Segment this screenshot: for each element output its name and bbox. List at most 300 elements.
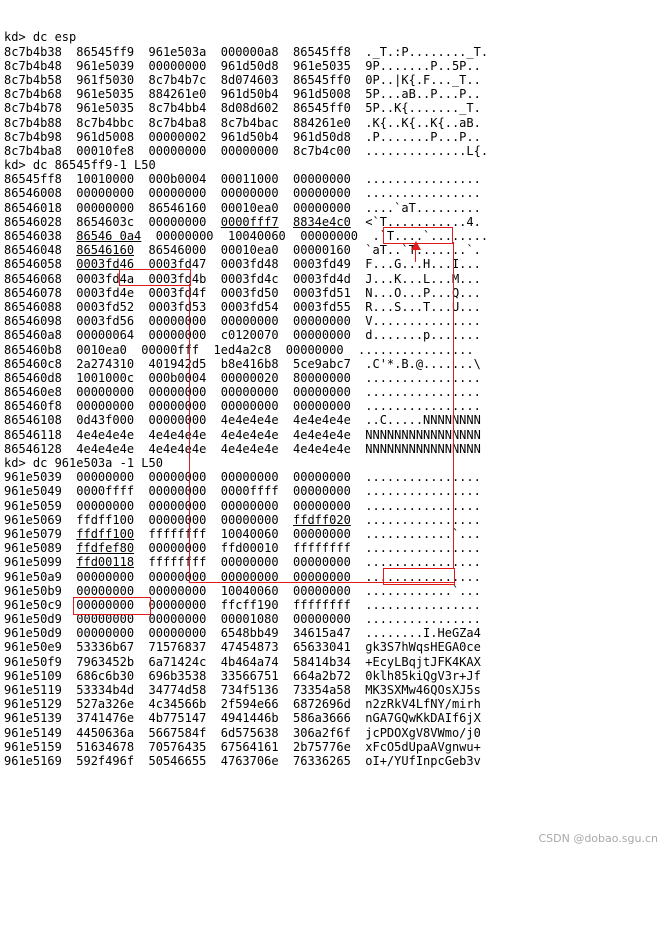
memory-dump-row: [4, 470, 662, 484]
dump-dword: 00000000: [76, 200, 135, 215]
dump-dword: 000000a8: [220, 44, 279, 59]
dump-dword: c0120070: [220, 328, 279, 343]
dump-dword: 0010ea0: [76, 342, 127, 357]
dump-dword: 00000000: [293, 555, 351, 570]
spacer: [134, 740, 148, 754]
spacer: [279, 45, 293, 59]
dump-dword: 00000000: [293, 399, 351, 414]
dump-dword: 0000ffff: [76, 484, 135, 499]
dump-dword: ffdff100: [76, 512, 135, 527]
memory-dump-row: [4, 499, 662, 513]
spacer: [134, 484, 148, 498]
dump-dword: 50546655: [148, 753, 207, 768]
spacer: [351, 101, 365, 115]
spacer: [62, 272, 76, 286]
dump-ascii: V...............: [365, 314, 481, 329]
spacer: [134, 300, 148, 314]
spacer: [286, 229, 300, 243]
spacer: [62, 201, 76, 215]
dump-dword: 4941446b: [220, 711, 279, 726]
dump-dword: 6872696d: [293, 697, 351, 712]
spacer: [134, 257, 148, 271]
dump-dword: 53336b67: [76, 640, 135, 655]
command-text: kd> dc esp: [4, 30, 77, 45]
spacer: [206, 442, 220, 456]
memory-dump-row: [4, 413, 662, 427]
dump-ascii: ._T.:P........_T.: [365, 44, 489, 59]
spacer: [351, 726, 365, 740]
dump-dword: 00000000: [76, 583, 135, 598]
spacer: [62, 144, 76, 158]
dump-dword: 00000020: [220, 370, 279, 385]
spacer: [206, 499, 220, 513]
dump-dword: 00000000: [148, 58, 207, 73]
dump-dword: ffd00010: [220, 541, 279, 556]
memory-dump-row: [4, 711, 662, 725]
spacer: [134, 243, 148, 257]
dump-dword: 961d50b4: [220, 129, 279, 144]
memory-dump-row: [4, 272, 662, 286]
spacer: [351, 272, 365, 286]
dump-dword: ffdff100: [76, 526, 135, 541]
dump-dword: 67564161: [220, 739, 279, 754]
spacer: [351, 371, 365, 385]
dump-ascii: ................: [365, 484, 481, 499]
memory-dump-row: [4, 172, 662, 186]
memory-dump-row: [4, 243, 662, 257]
memory-dump-row: [4, 144, 662, 158]
dump-dword: 86545ff9: [76, 44, 135, 59]
spacer: [279, 328, 293, 342]
spacer: [134, 87, 148, 101]
memory-dump-row: [4, 513, 662, 527]
spacer: [134, 272, 148, 286]
spacer: [62, 385, 76, 399]
spacer: [134, 612, 148, 626]
spacer: [206, 101, 220, 115]
dump-dword: 8834e4c0: [293, 214, 351, 229]
spacer: [62, 116, 76, 130]
dump-dword: 0003fd48: [220, 257, 279, 272]
dump-dword: 4e4e4e4e: [148, 441, 207, 456]
dump-dword: 00000000: [148, 512, 207, 527]
spacer: [279, 655, 293, 669]
memory-dump-row: [4, 584, 662, 598]
memory-dump-row: [4, 257, 662, 271]
dump-address: 961e5129: [4, 697, 62, 712]
spacer: [206, 711, 220, 725]
dump-dword: ffcff190: [220, 597, 279, 612]
spacer: [351, 186, 365, 200]
spacer: [62, 740, 76, 754]
spacer: [279, 357, 293, 371]
spacer: [351, 314, 365, 328]
dump-dword: 1ed4a2c8: [213, 342, 272, 357]
dump-dword: 4e4e4e4e: [293, 427, 351, 442]
dump-dword: 00000000: [293, 385, 351, 400]
spacer: [351, 740, 365, 754]
spacer: [279, 257, 293, 271]
memory-dump-row: [4, 343, 662, 357]
spacer: [214, 229, 228, 243]
spacer: [62, 683, 76, 697]
dump-address: 961e5069: [4, 512, 62, 527]
memory-dump-row: [4, 683, 662, 697]
spacer: [206, 257, 220, 271]
dump-address: 86546018: [4, 200, 62, 215]
dump-ascii: R...S...T...U...: [365, 299, 481, 314]
spacer: [62, 45, 76, 59]
dump-dword: 00000000: [76, 569, 135, 584]
dump-address: 86546108: [4, 413, 62, 428]
dump-dword: 70576435: [148, 739, 207, 754]
spacer: [134, 130, 148, 144]
dump-ascii: ................: [365, 555, 481, 570]
command-text: kd> dc 961e503a -1 L50: [4, 456, 163, 471]
dump-dword: 6a71424c: [148, 654, 207, 669]
spacer: [279, 499, 293, 513]
dump-dword: 00000000: [148, 186, 207, 201]
dump-ascii: NNNNNNNNNNNNNNNN: [365, 441, 481, 456]
spacer: [279, 513, 293, 527]
dump-dword: 34615a47: [293, 626, 351, 641]
spacer: [62, 428, 76, 442]
spacer: [279, 754, 293, 768]
dump-dword: 4450636a: [76, 725, 135, 740]
memory-dump-row: [4, 570, 662, 584]
dump-dword: 86546000: [148, 243, 207, 258]
memory-dump-row: [4, 399, 662, 413]
spacer: [206, 328, 220, 342]
spacer: [206, 626, 220, 640]
spacer: [134, 385, 148, 399]
spacer: [206, 73, 220, 87]
dump-ascii: ........I.HeGZa4: [365, 626, 481, 641]
spacer: [62, 328, 76, 342]
spacer: [279, 272, 293, 286]
dump-dword: 34774d58: [148, 683, 207, 698]
dump-address: 961e50e9: [4, 640, 62, 655]
dump-ascii: n2zRkV4LfNY/mirh: [365, 697, 481, 712]
dump-dword: 00000000: [148, 385, 207, 400]
dump-address: 86546088: [4, 299, 62, 314]
spacer: [134, 584, 148, 598]
spacer: [279, 527, 293, 541]
dump-address: 86545ff8: [4, 172, 62, 187]
dump-dword: 00000000: [148, 498, 207, 513]
dump-dword: 00000000: [220, 555, 279, 570]
spacer: [134, 399, 148, 413]
dump-dword: 961e5035: [76, 101, 135, 116]
dump-dword: 00000000: [76, 626, 135, 641]
dump-dword: 86546160: [148, 200, 207, 215]
dump-ascii: ..............L{.: [365, 143, 489, 158]
spacer: [206, 640, 220, 654]
dump-dword: 00000000: [293, 186, 351, 201]
dump-address: 865460a8: [4, 328, 62, 343]
dump-ascii: .K{..K{..K{..aB.: [365, 115, 481, 130]
spacer: [134, 201, 148, 215]
memory-dump-row: [4, 300, 662, 314]
spacer: [279, 314, 293, 328]
dump-dword: 86545ff8: [293, 44, 351, 59]
dump-dword: 00000000: [148, 413, 207, 428]
spacer: [279, 697, 293, 711]
dump-dword: 961f5030: [76, 72, 135, 87]
spacer: [279, 612, 293, 626]
spacer: [279, 726, 293, 740]
spacer: [206, 513, 220, 527]
spacer: [351, 215, 365, 229]
dump-ascii: 0P..|K{.F..._T..: [365, 72, 481, 87]
spacer: [134, 45, 148, 59]
memory-dump-row: [4, 655, 662, 669]
dump-dword: 0003fd4a: [76, 271, 135, 286]
spacer: [206, 598, 220, 612]
spacer: [279, 59, 293, 73]
dump-dword: 2b75776e: [293, 739, 351, 754]
dump-dword: b8e416b8: [220, 356, 279, 371]
dump-dword: 0003fd55: [293, 299, 351, 314]
spacer: [344, 343, 358, 357]
spacer: [351, 555, 365, 569]
dump-dword: 3741476e: [76, 711, 135, 726]
dump-address: 8c7b4b98: [4, 129, 62, 144]
dump-dword: 00000000: [148, 399, 207, 414]
memory-dump-row: [4, 555, 662, 569]
dump-dword: 00000000: [293, 328, 351, 343]
watermark-label: CSDN @dobao.sgu.cn: [538, 832, 658, 845]
dump-ascii: ................: [365, 370, 481, 385]
dump-dword: ffffffff: [148, 555, 207, 570]
spacer: [351, 59, 365, 73]
dump-address: 961e5139: [4, 711, 62, 726]
memory-dump-row: [4, 73, 662, 87]
spacer: [206, 584, 220, 598]
spacer: [206, 726, 220, 740]
dump-dword: 00000000: [155, 229, 214, 244]
spacer: [358, 229, 372, 243]
dump-address: 86546098: [4, 314, 62, 329]
spacer: [206, 470, 220, 484]
spacer: [62, 257, 76, 271]
spacer: [62, 243, 76, 257]
memory-dump-row: [4, 484, 662, 498]
dump-dword: ffffffff: [148, 526, 207, 541]
spacer: [206, 555, 220, 569]
spacer: [62, 612, 76, 626]
memory-dump-row: [4, 669, 662, 683]
dump-ascii: ................: [365, 541, 481, 556]
dump-dword: 10040060: [220, 583, 279, 598]
dump-address: 961e50b9: [4, 583, 62, 598]
dump-ascii: `aT..`T.......`.: [365, 243, 481, 258]
spacer: [206, 144, 220, 158]
dump-dword: 527a326e: [76, 697, 135, 712]
spacer: [351, 328, 365, 342]
dump-dword: 10010000: [76, 172, 135, 187]
spacer: [62, 726, 76, 740]
dump-dword: 961e5039: [76, 58, 135, 73]
dump-dword: 961d50d8: [293, 129, 351, 144]
spacer: [62, 754, 76, 768]
spacer: [134, 570, 148, 584]
spacer: [62, 655, 76, 669]
dump-address: 8c7b4b78: [4, 101, 62, 116]
dump-ascii: ................: [365, 569, 481, 584]
spacer: [134, 626, 148, 640]
dump-dword: 47454873: [220, 640, 279, 655]
dump-dword: 4e4e4e4e: [220, 427, 279, 442]
spacer: [62, 229, 76, 243]
spacer: [134, 73, 148, 87]
spacer: [271, 343, 285, 357]
spacer: [206, 484, 220, 498]
spacer: [62, 626, 76, 640]
dump-address: 961e5079: [4, 526, 62, 541]
dump-address: 865460d8: [4, 370, 62, 385]
spacer: [134, 314, 148, 328]
spacer: [351, 655, 365, 669]
memory-dump-row: [4, 626, 662, 640]
spacer: [62, 300, 76, 314]
spacer: [134, 555, 148, 569]
dump-address: 865460e8: [4, 385, 62, 400]
spacer: [134, 754, 148, 768]
dump-dword: 86546 0a4: [76, 229, 142, 244]
spacer: [279, 683, 293, 697]
dump-dword: 00000000: [293, 314, 351, 329]
dump-ascii: ....`aT.........: [365, 200, 481, 215]
spacer: [351, 683, 365, 697]
memory-dump-row: [4, 116, 662, 130]
dump-dword: 00000000: [220, 512, 279, 527]
dump-address: 865460f8: [4, 399, 62, 414]
spacer: [351, 697, 365, 711]
spacer: [279, 470, 293, 484]
spacer: [206, 541, 220, 555]
spacer: [279, 428, 293, 442]
dump-dword: 00000000: [76, 597, 135, 612]
memory-dump-row: [4, 541, 662, 555]
dump-dword: 58414b34: [293, 654, 351, 669]
dump-dword: 86545ff0: [293, 72, 351, 87]
dump-dword: 76336265: [293, 753, 351, 768]
dump-dword: 00000000: [148, 612, 207, 627]
spacer: [351, 130, 365, 144]
spacer: [62, 513, 76, 527]
dump-address: 86546118: [4, 427, 62, 442]
dump-dword: 00000160: [293, 243, 351, 258]
memory-dump-row: [4, 101, 662, 115]
dump-address: 86546038: [4, 229, 62, 244]
dump-dword: 7963452b: [76, 654, 135, 669]
spacer: [134, 371, 148, 385]
dump-dword: 33566751: [220, 668, 279, 683]
spacer: [141, 229, 155, 243]
spacer: [62, 399, 76, 413]
spacer: [351, 541, 365, 555]
memory-dump-row: [4, 598, 662, 612]
spacer: [351, 243, 365, 257]
dump-dword: 00000000: [293, 569, 351, 584]
spacer: [62, 59, 76, 73]
dump-dword: 00000000: [148, 583, 207, 598]
dump-dword: 0d43f000: [76, 413, 135, 428]
spacer: [279, 626, 293, 640]
dump-dword: 00000000: [148, 143, 207, 158]
memory-dump-row: [4, 726, 662, 740]
spacer: [351, 527, 365, 541]
spacer: [206, 172, 220, 186]
dump-dword: 00011000: [220, 172, 279, 187]
spacer: [62, 215, 76, 229]
dump-address: 961e5119: [4, 683, 62, 698]
memory-dump-row: [4, 740, 662, 754]
spacer: [62, 484, 76, 498]
spacer: [351, 442, 365, 456]
dump-dword: 00000000: [285, 342, 344, 357]
dump-dword: 0003fd56: [76, 314, 135, 329]
dump-address: 961e5049: [4, 484, 62, 499]
spacer: [279, 130, 293, 144]
dump-dword: 00000000: [76, 399, 135, 414]
dump-address: 8c7b4b88: [4, 115, 62, 130]
dump-dword: 4e4e4e4e: [293, 413, 351, 428]
dump-ascii: <`T...........4.: [365, 214, 481, 229]
dump-address: 961e5039: [4, 470, 62, 485]
dump-dword: 961d5008: [76, 129, 135, 144]
dump-dword: 00000000: [148, 484, 207, 499]
spacer: [279, 73, 293, 87]
dump-dword: ffffffff: [293, 597, 351, 612]
dump-dword: 00000000: [148, 328, 207, 343]
spacer: [279, 555, 293, 569]
dump-dword: 00000000: [220, 569, 279, 584]
spacer: [279, 584, 293, 598]
dump-dword: 0003fd52: [76, 299, 135, 314]
dump-dword: 2a274310: [76, 356, 135, 371]
spacer: [134, 499, 148, 513]
dump-dword: 0000ffff: [220, 484, 279, 499]
dump-dword: ffdfef80: [76, 541, 135, 556]
dump-dword: 8654603c: [76, 214, 135, 229]
dump-address: 961e50a9: [4, 569, 62, 584]
dump-dword: 0003fd4e: [76, 285, 135, 300]
spacer: [206, 243, 220, 257]
spacer: [134, 726, 148, 740]
spacer: [62, 584, 76, 598]
dump-dword: 6d575638: [220, 725, 279, 740]
dump-dword: 4e4e4e4e: [220, 413, 279, 428]
dump-dword: 0003fd51: [293, 285, 351, 300]
dump-address: 8c7b4ba8: [4, 143, 62, 158]
spacer: [279, 385, 293, 399]
spacer: [62, 73, 76, 87]
spacer: [279, 570, 293, 584]
spacer: [351, 357, 365, 371]
dump-dword: 00000000: [148, 597, 207, 612]
dump-dword: 10040060: [220, 526, 279, 541]
spacer: [351, 626, 365, 640]
dump-dword: 00000002: [148, 129, 207, 144]
dump-dword: 00000000: [148, 314, 207, 329]
spacer: [279, 144, 293, 158]
dump-dword: 592f496f: [76, 753, 135, 768]
spacer: [351, 300, 365, 314]
dump-ascii: gk3S7hWqsHEGA0ce: [365, 640, 481, 655]
spacer: [206, 612, 220, 626]
